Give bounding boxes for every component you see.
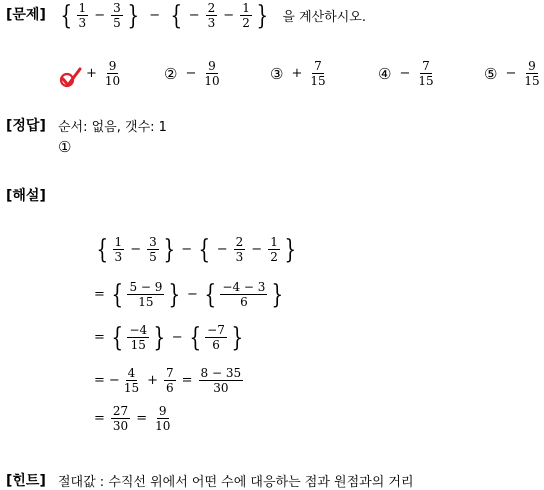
left-brace: { bbox=[60, 0, 73, 31]
left-brace: { bbox=[170, 0, 183, 31]
hint-label: [힌트] bbox=[6, 473, 46, 489]
fraction: $\frac{1}{3}$ bbox=[78, 1, 87, 30]
answer-info: 순서: 없음, 갯수: 1 bbox=[58, 120, 167, 135]
solution-line-4: = − $\frac{4}{15}$ + $\frac{7}{6}$ = $\frac{8 - 35}{30}$ bbox=[94, 366, 242, 395]
solution-line-3: = { $\frac{-4}{15}$ } − { $\frac{-7}{6}$ } bbox=[94, 322, 243, 353]
solution-line-5: = $\frac{27}{30}$ = $\frac{9}{10}$ bbox=[94, 404, 171, 433]
fraction: $\frac{7}{15}$ bbox=[418, 59, 434, 88]
right-brace: } bbox=[256, 0, 268, 31]
answer-choice: ① bbox=[58, 138, 72, 156]
check-mark-icon bbox=[58, 66, 82, 90]
solution-line-2: = { $\frac{5 - 9}{15}$ } − { $\frac{-4 - 3}{6}$ } bbox=[94, 279, 284, 310]
problem-instruction: 을 계산하시오. bbox=[282, 10, 366, 25]
solution-label: [해설] bbox=[6, 188, 46, 204]
fraction: $\frac{9}{10}$ bbox=[104, 59, 121, 88]
choice-1[interactable]: + $\frac{9}{10}$ bbox=[86, 59, 121, 88]
choice-2[interactable]: ② − $\frac{9}{10}$ bbox=[164, 59, 220, 88]
choice-5[interactable]: ⑤ − $\frac{9}{15}$ bbox=[484, 59, 540, 88]
problem-label: [문제] bbox=[6, 7, 46, 23]
choice-4[interactable]: ④ − $\frac{7}{15}$ bbox=[378, 59, 434, 88]
hint-text: 절대값 : 수직선 위에서 어떤 수에 대응하는 점과 원점과의 거리 bbox=[58, 475, 414, 490]
problem-expression: { $\frac{1}{3}$ − $\frac{3}{5}$ } − { − $\frac{2}{3}$ − $\frac{1}{2}$ } 을 계산하시오. bbox=[60, 0, 366, 31]
fraction: $\frac{2}{3}$ bbox=[207, 1, 216, 30]
fraction: $\frac{3}{5}$ bbox=[113, 1, 121, 30]
solution-line-1: { $\frac{1}{3}$ − $\frac{3}{5}$ } − { − $\frac{2}{3}$ − $\frac{1}{2}$ } bbox=[96, 234, 296, 265]
right-brace: } bbox=[127, 0, 139, 31]
choice-3[interactable]: ③ + $\frac{7}{15}$ bbox=[270, 59, 326, 88]
fraction: $\frac{1}{2}$ bbox=[242, 1, 250, 30]
answer-label: [정답] bbox=[6, 118, 46, 134]
fraction: $\frac{7}{15}$ bbox=[310, 59, 326, 88]
fraction: $\frac{9}{15}$ bbox=[524, 59, 540, 88]
fraction: $\frac{9}{10}$ bbox=[204, 59, 220, 88]
